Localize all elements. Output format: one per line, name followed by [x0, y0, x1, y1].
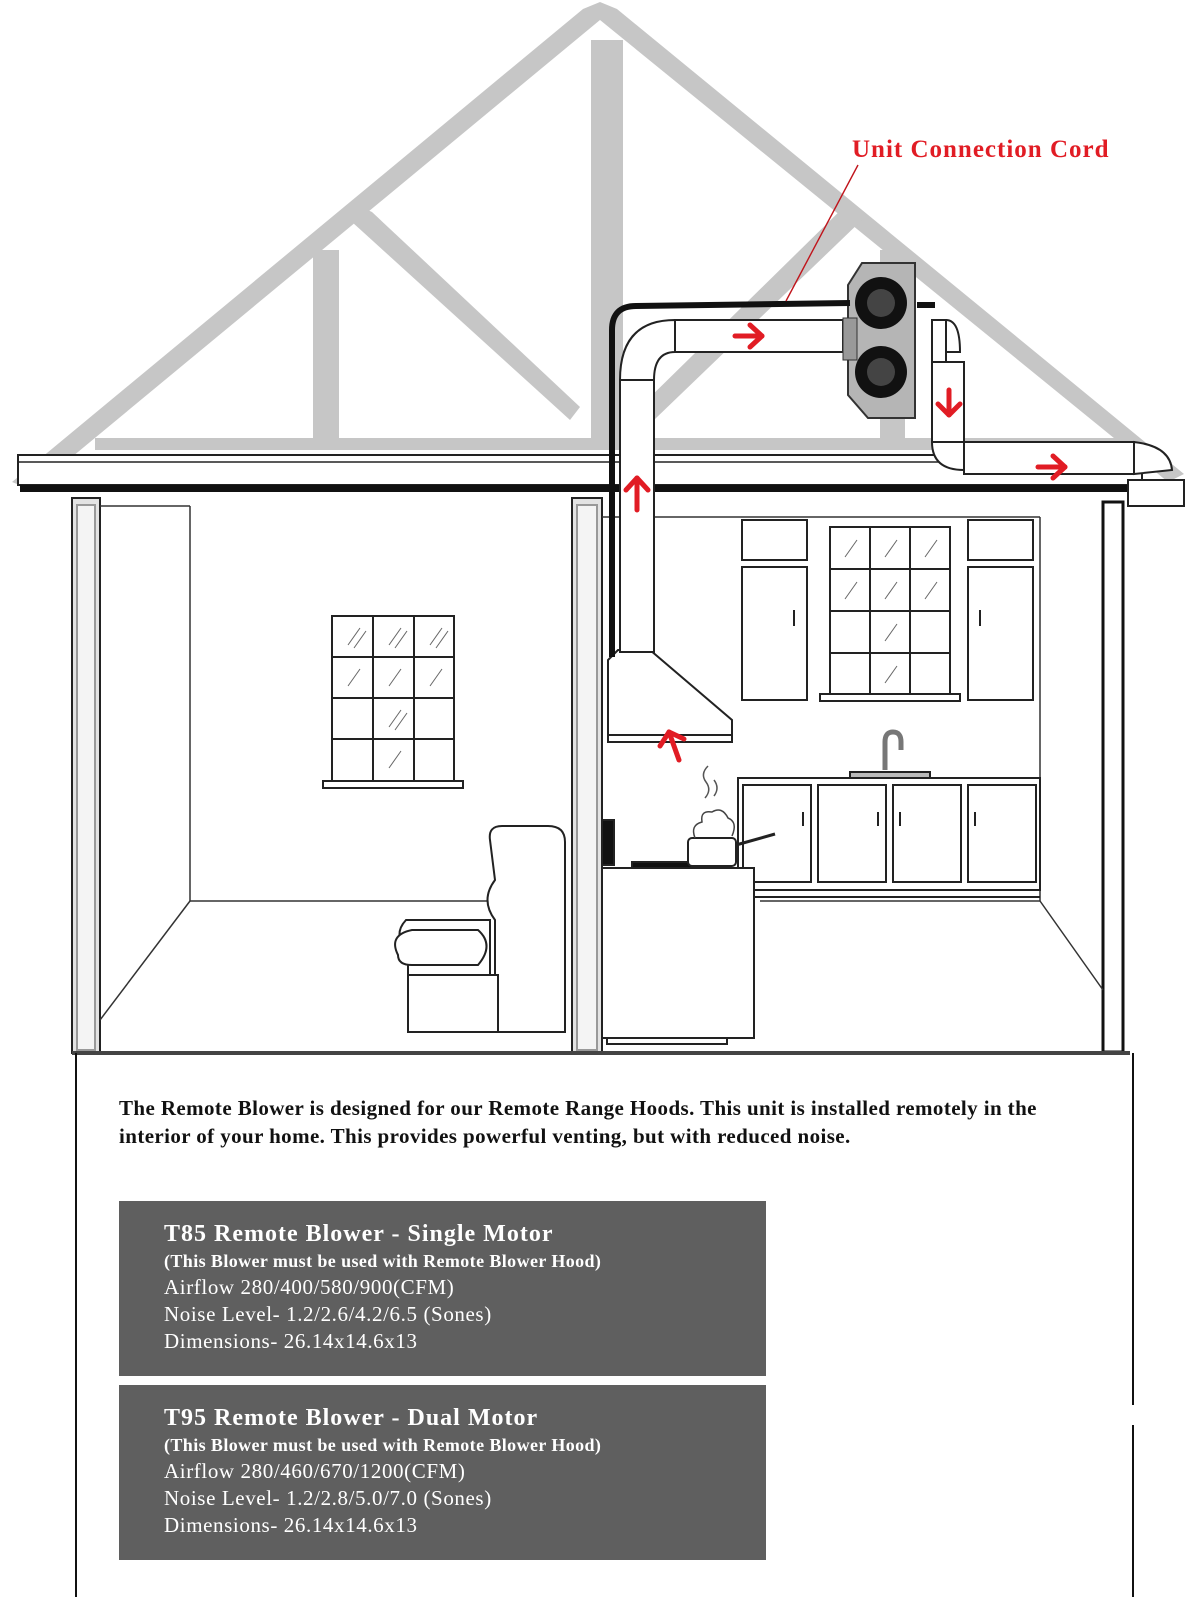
sink-cabinets	[738, 732, 1040, 897]
t95-dimensions: Dimensions- 26.14x14.6x13	[164, 1513, 418, 1537]
t85-noise: Noise Level- 1.2/2.6/4.2/6.5 (Sones)	[164, 1302, 492, 1326]
t85-dimensions: Dimensions- 26.14x14.6x13	[164, 1329, 418, 1353]
t85-note: (This Blower must be used with Remote Blower Hood)	[164, 1251, 602, 1271]
airflow-arrow-hood	[660, 732, 684, 760]
t95-spec-box	[119, 1385, 766, 1560]
t95-airflow: Airflow 280/460/670/1200(CFM)	[164, 1459, 466, 1483]
unit-connection-cord-label: Unit Connection Cord	[852, 136, 1110, 163]
t85-title: T85 Remote Blower - Single Motor	[164, 1221, 554, 1247]
t85-spec-box	[119, 1201, 766, 1376]
armchair	[395, 826, 565, 1032]
range-hood	[608, 650, 732, 742]
roof-truss	[12, 2, 1184, 490]
t85-airflow: Airflow 280/400/580/900(CFM)	[164, 1275, 455, 1299]
product-description: The Remote Blower is designed for our Remote Range Hoods. This unit is installed remotely in the interior of your home. This provides powerful venting, but with reduced noise.	[119, 1096, 1037, 1148]
t95-title: T95 Remote Blower - Dual Motor	[164, 1405, 539, 1431]
t95-note: (This Blower must be used with Remote Blower Hood)	[164, 1435, 602, 1455]
living-room-window	[323, 616, 463, 788]
t95-noise: Noise Level- 1.2/2.8/5.0/7.0 (Sones)	[164, 1486, 492, 1510]
kitchen-window	[820, 527, 960, 701]
remote-blower-unit	[843, 263, 915, 418]
